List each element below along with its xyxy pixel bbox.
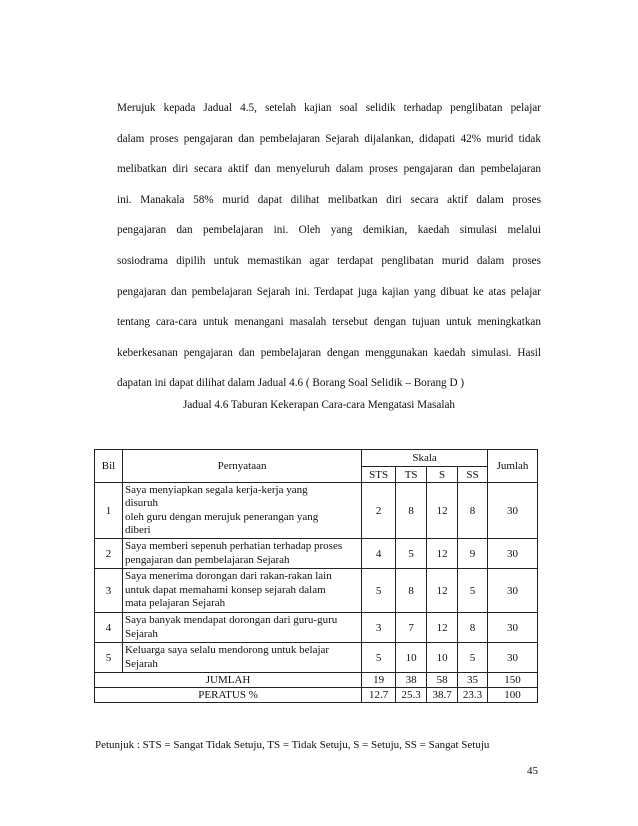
total-row <box>95 673 538 688</box>
total-sts: 19 <box>362 673 396 688</box>
row-bil: 4 <box>95 613 123 643</box>
percent-row <box>95 688 538 703</box>
cell-s: 12 <box>427 613 458 643</box>
header-s: S <box>427 467 458 483</box>
paragraph-line: tentang cara-cara untuk menangani masalah tersebut dengan tujuan untuk meningkatkan <box>117 316 541 329</box>
paragraph-line: dalam proses pengajaran dan pembelajaran Sejarah dijalankan, didapati 42% murid tidak <box>117 132 541 145</box>
cell-ts: 5 <box>396 539 427 569</box>
header-jumlah: Jumlah <box>488 450 538 483</box>
percent-label: PERATUS % <box>95 688 362 703</box>
paragraph-line: dapatan ini dapat dilihat dalam Jadual 4.6 ( Borang Soal Selidik – Borang D ) <box>117 377 465 390</box>
cell-ts: 8 <box>396 483 427 539</box>
statement-line: untuk dapat memahami konsep sejarah dalam <box>124 583 326 596</box>
frequency-table <box>94 449 538 703</box>
row-bil: 2 <box>95 539 123 569</box>
cell-ts: 10 <box>396 643 427 673</box>
cell-jumlah: 30 <box>488 569 538 613</box>
cell-sts: 5 <box>362 569 396 613</box>
percent-s: 38.7 <box>427 688 458 703</box>
percent-ts: 25.3 <box>396 688 427 703</box>
cell-s: 12 <box>427 539 458 569</box>
cell-ss: 9 <box>458 539 488 569</box>
cell-ss: 8 <box>458 613 488 643</box>
row-bil: 1 <box>95 483 123 539</box>
statement-line: pengajaran dan pembelajaran Sejarah <box>124 553 290 566</box>
paragraph-line: keberkesanan pengajaran dan pembelajaran dengan menggunakan kaedah simulasi. Hasil <box>117 346 541 359</box>
header-ss: SS <box>458 467 488 483</box>
table-row <box>95 483 538 539</box>
cell-s: 12 <box>427 569 458 613</box>
statement-line: Saya menyiapkan segala kerja-kerja yang <box>124 483 308 496</box>
total-label: JUMLAH <box>95 673 362 688</box>
paragraph-line: sosiodrama dipilih untuk memastikan agar terdapat penglibatan murid dalam proses <box>117 254 541 267</box>
header-skala: Skala <box>362 450 488 467</box>
statement-line: Saya banyak mendapat dorongan dari guru-guru <box>124 614 338 626</box>
paragraph-line: pengajaran dan pembelajaran Sejarah ini. Terdapat juga kajian yang dibuat ke atas pelajar <box>117 285 541 298</box>
row-statement <box>122 483 361 539</box>
statement-line: Sejarah <box>124 627 158 640</box>
percent-jumlah: 100 <box>488 688 538 703</box>
cell-sts: 4 <box>362 539 396 569</box>
paragraph-line: Merujuk kepada Jadual 4.5, setelah kajian soal selidik terhadap penglibatan pelajar <box>117 102 541 114</box>
percent-sts: 12.7 <box>362 688 396 703</box>
statement-line: disuruh <box>124 497 158 509</box>
statement-line: oleh guru dengan merujuk penerangan yang <box>124 510 319 523</box>
total-ts: 38 <box>396 673 427 688</box>
cell-ss: 8 <box>458 483 488 539</box>
row-statement <box>122 643 361 673</box>
header-ts: TS <box>396 467 427 483</box>
legend-note: Petunjuk : STS = Sangat Tidak Setuju, TS = Tidak Setuju, S = Setuju, SS = Sangat Setuju <box>95 739 490 751</box>
paragraph-line: ini. Manakala 58% murid dapat dilihat melibatkan diri secara aktif dalam proses <box>117 193 541 206</box>
row-bil: 3 <box>95 569 123 613</box>
header-row <box>95 450 538 467</box>
header-pernyataan: Pernyataan <box>122 450 361 483</box>
cell-sts: 2 <box>362 483 396 539</box>
table-row <box>95 613 538 643</box>
cell-sts: 3 <box>362 613 396 643</box>
page-number: 45 <box>527 765 538 777</box>
table-row <box>95 569 538 613</box>
row-statement <box>122 613 361 643</box>
cell-jumlah: 30 <box>488 613 538 643</box>
row-bil: 5 <box>95 643 123 673</box>
statement-line: Keluarga saya selalu mendorong untuk belajar <box>124 644 330 656</box>
total-ss: 35 <box>458 673 488 688</box>
statement-line: Saya memberi sepenuh perhatian terhadap proses <box>124 540 343 552</box>
total-jumlah: 150 <box>488 673 538 688</box>
total-s: 58 <box>427 673 458 688</box>
cell-jumlah: 30 <box>488 539 538 569</box>
cell-sts: 5 <box>362 643 396 673</box>
statement-line: Sejarah <box>124 657 158 670</box>
cell-ss: 5 <box>458 643 488 673</box>
statement-line: mata pelajaran Sejarah <box>124 597 226 610</box>
header-bil: Bil <box>95 450 123 483</box>
percent-ss: 23.3 <box>458 688 488 703</box>
row-statement <box>122 569 361 613</box>
header-sts: STS <box>362 467 396 483</box>
cell-s: 12 <box>427 483 458 539</box>
body-paragraph <box>117 93 541 399</box>
statement-line: Saya menerima dorongan dari rakan-rakan lain <box>124 570 332 583</box>
table-caption: Jadual 4.6 Taburan Kekerapan Cara-cara Mengatasi Masalah <box>182 399 456 411</box>
statement-line: diberi <box>124 524 151 536</box>
cell-ts: 8 <box>396 569 427 613</box>
cell-s: 10 <box>427 643 458 673</box>
cell-ss: 5 <box>458 569 488 613</box>
table-row <box>95 539 538 569</box>
cell-ts: 7 <box>396 613 427 643</box>
paragraph-line: melibatkan diri secara aktif dan menyeluruh dalam proses pengajaran dan pembelajaran <box>117 163 541 176</box>
cell-jumlah: 30 <box>488 483 538 539</box>
cell-jumlah: 30 <box>488 643 538 673</box>
row-statement <box>122 539 361 569</box>
table-row <box>95 643 538 673</box>
paragraph-line: pengajaran dan pembelajaran ini. Oleh yang demikian, kaedah simulasi melalui <box>117 224 541 237</box>
